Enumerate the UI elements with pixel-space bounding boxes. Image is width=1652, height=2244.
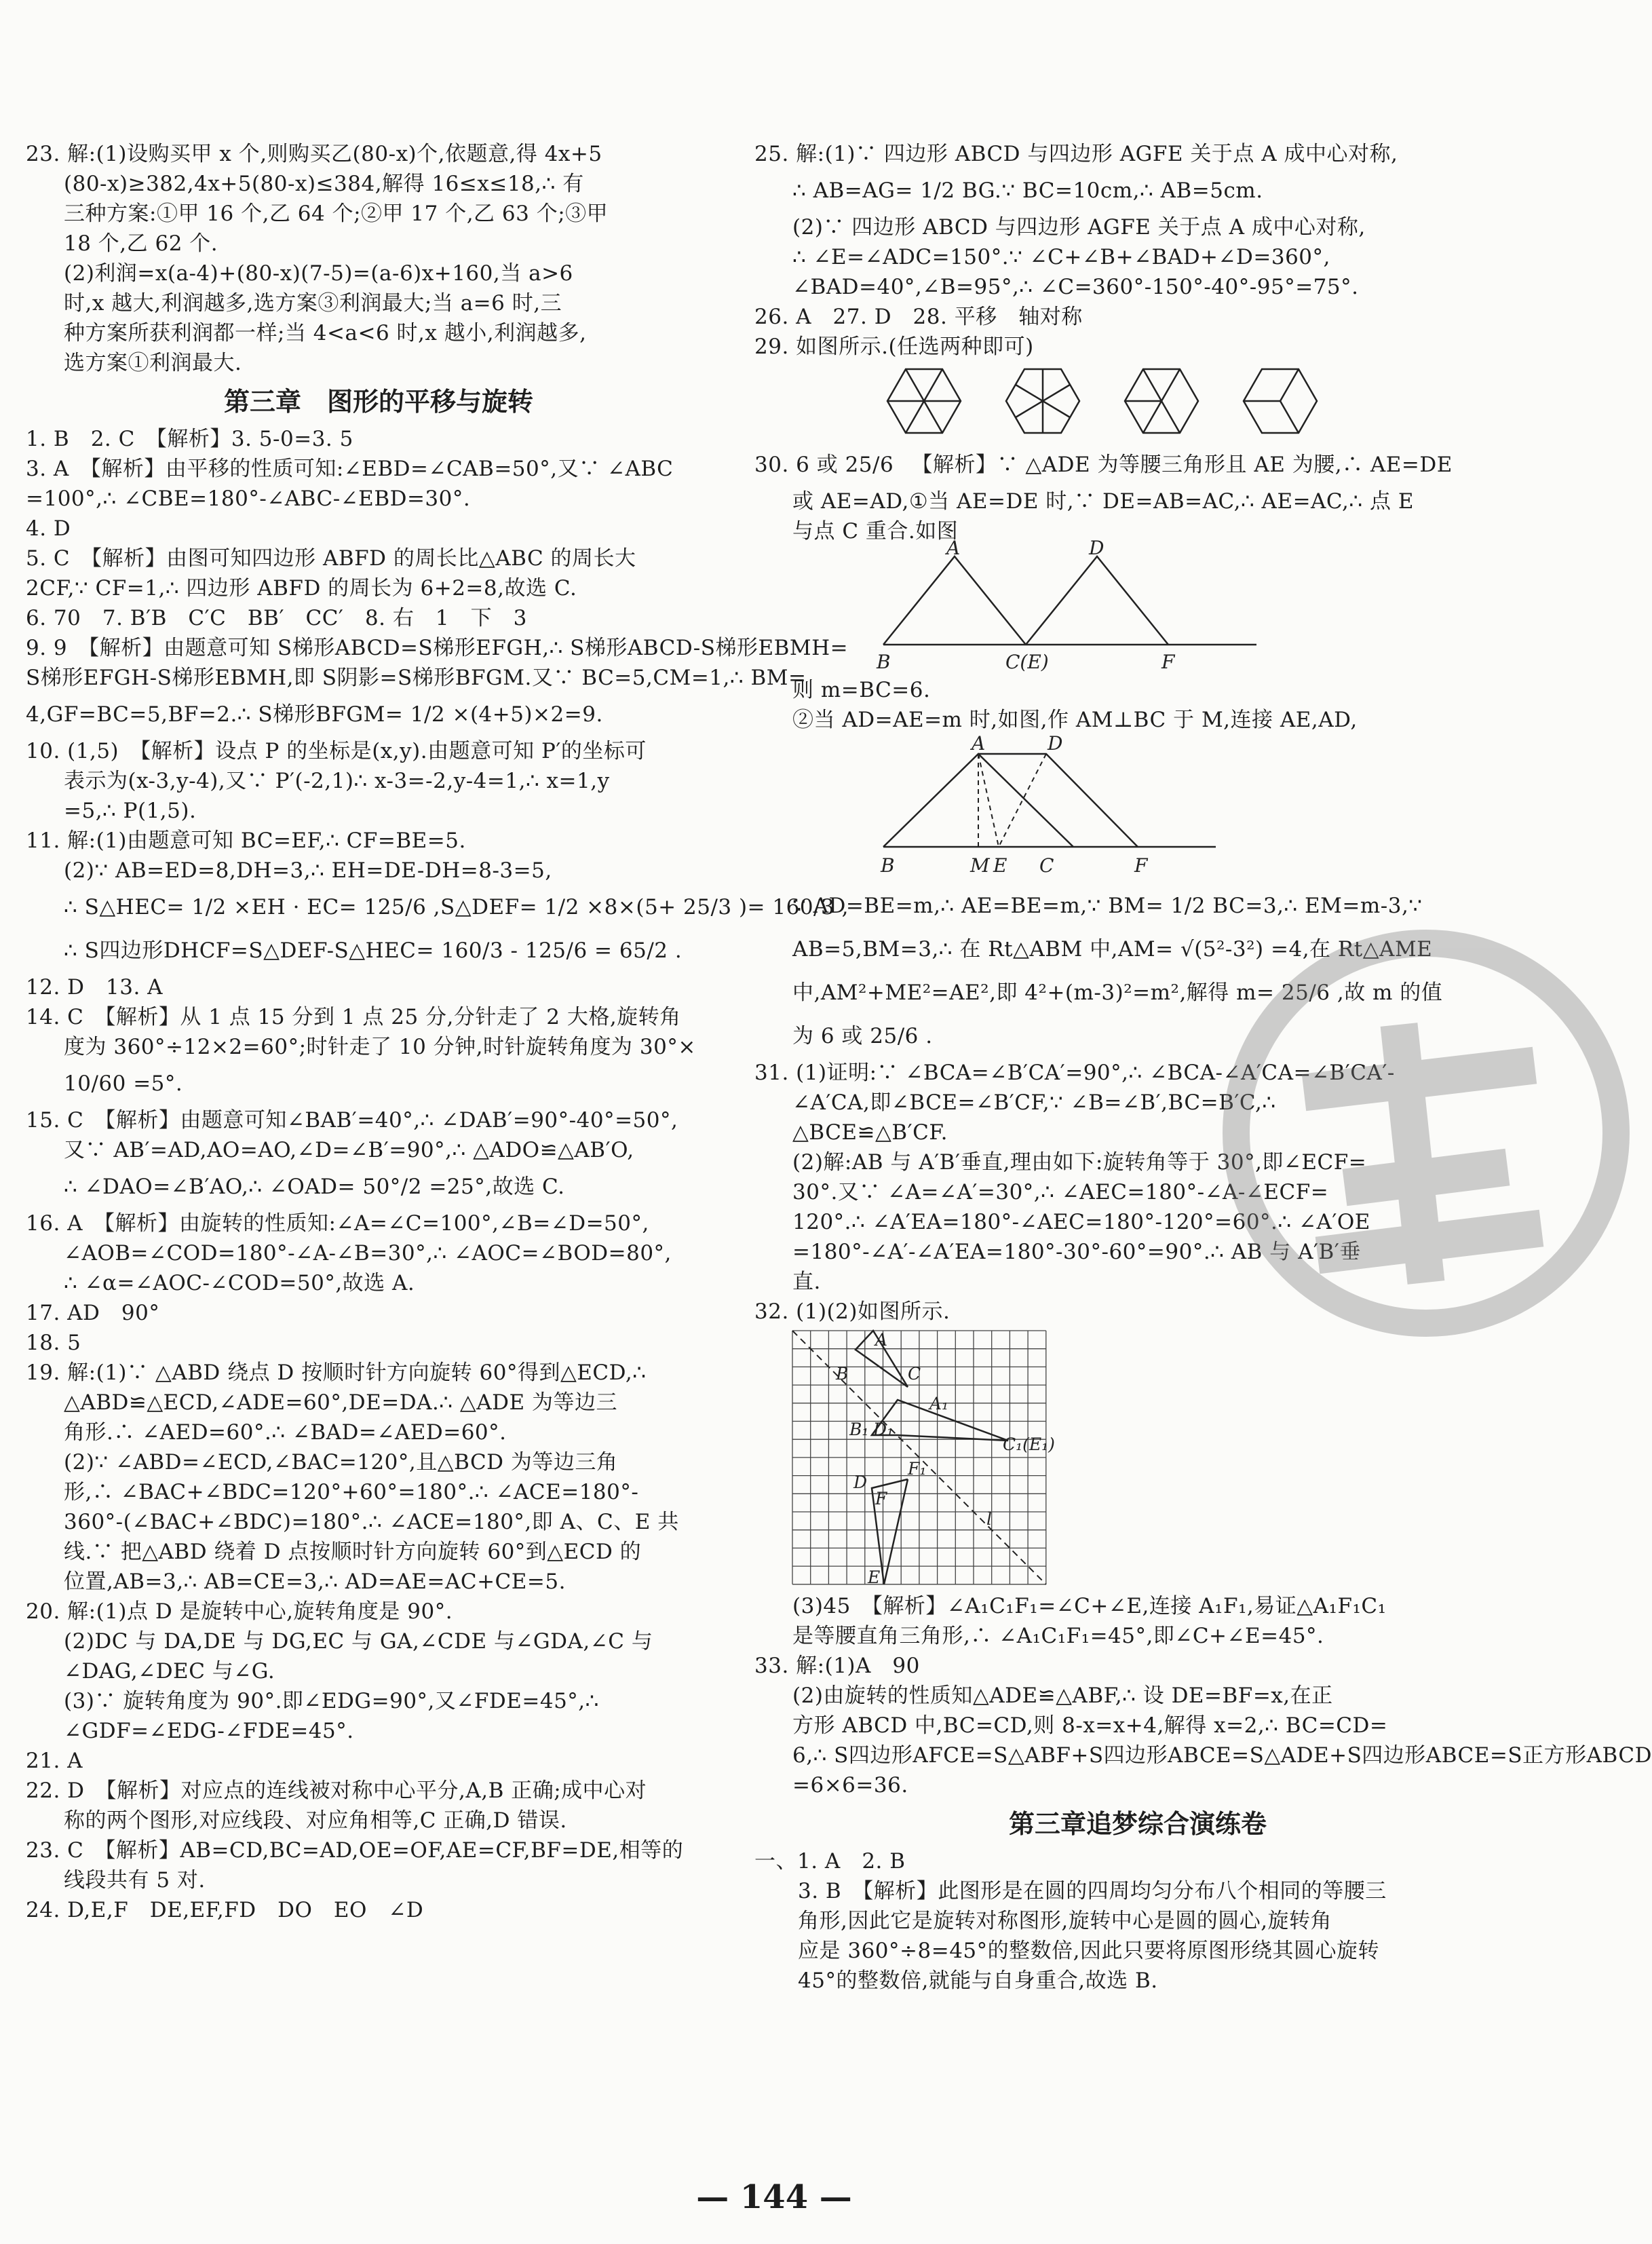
left_lines-line-55: 线段共有 5 对. xyxy=(64,1868,206,1893)
left_lines-line-53: 称的两个图形,对应线段、对应角相等,C 正确,D 错误. xyxy=(64,1808,567,1833)
grid-label-D: D xyxy=(853,1472,868,1492)
left_lines-line-33: 16. A 【解析】由旋转的性质知:∠A=∠C=100°,∠B=∠D=50°, xyxy=(26,1211,649,1236)
right_lines_d-line-8: 30°.又∵ ∠A=∠A′=30°,∴ ∠AEC=180°-∠A-∠ECF= xyxy=(792,1180,1329,1204)
left_lines-line-21: =5,∴ P(1,5). xyxy=(64,799,197,823)
left_lines-line-8: 第三章 图形的平移与旋转 xyxy=(223,387,533,417)
page-number: — 144 — xyxy=(696,2178,852,2216)
left_lines-line-6: 种方案所获利润都一样;当 4<a<6 时,x 越小,利润越多, xyxy=(64,321,587,345)
left_lines-line-24: ∴ S△HEC= 1/2 ×EH · EC= 125/6 ,S△DEF= 1/2 ×8×(5+ 25/3 )= 160/3 , xyxy=(64,895,849,919)
left_lines-line-43: 360°-(∠BAC+∠BDC)=180°.∴ ∠ACE=180°,即 A、C、E 共 xyxy=(64,1510,679,1534)
right_lines_e-line-12: 45°的整数倍,就能与自身重合,故选 B. xyxy=(798,1969,1158,1993)
left_lines-line-22: 11. 解:(1)由题意可知 BC=EF,∴ CF=BE=5. xyxy=(26,829,466,853)
right_lines_a-line-6: 29. 如图所示.(任选两种即可) xyxy=(754,335,1034,359)
left_lines-line-36: 17. AD 90° xyxy=(26,1301,160,1325)
left_lines-line-19: 10. (1,5) 【解析】设点 P 的坐标是(x,y).由题意可知 P′的坐标可 xyxy=(26,739,647,763)
fig1-label-A: A xyxy=(946,537,961,559)
right_lines_e-line-6: =6×6=36. xyxy=(792,1773,908,1798)
left_lines-line-41: (2)∵ ∠ABD=∠ECD,∠BAC=120°,且△BCD 为等边三角 xyxy=(64,1450,618,1475)
hexagon-figures xyxy=(883,362,1521,443)
right_lines_e-line-1: 是等腰直角三角形,∴ ∠A₁C₁F₁=45°,即∠C+∠E=45°. xyxy=(792,1624,1324,1648)
left_lines-line-5: 时,x 越大,利润越多,选方案③利润最大;当 a=6 时,三 xyxy=(64,291,562,316)
left_lines-line-18: 4,GF=BC=5,BF=2.∴ S梯形BFGM= 1/2 ×(4+5)×2=9. xyxy=(26,702,603,727)
triangle-svg-2 xyxy=(877,732,1284,884)
left_lines-line-14: 2CF,∵ CF=1,∴ 四边形 ABFD 的周长为 6+2=8,故选 C. xyxy=(26,576,577,601)
right_lines_d-line-12: 32. (1)(2)如图所示. xyxy=(754,1299,950,1324)
left_lines-line-39: △ABD≌△ECD,∠ADE=60°,DE=DA.∴ △ADE 为等边三 xyxy=(64,1390,617,1415)
right_lines_c-line-0: 则 m=BC=6. xyxy=(792,678,931,702)
right_lines_c-line-1: ②当 AD=AE=m 时,如图,作 AM⊥BC 于 M,连接 AE,AD, xyxy=(792,708,1358,732)
right_lines_e-line-4: 方形 ABCD 中,BC=CD,则 8-x=x+4,解得 x=2,∴ BC=CD= xyxy=(792,1713,1388,1738)
right_lines_d-line-7: (2)解:AB 与 A′B′垂直,理由如下:旋转角等于 30°,即∠ECF= xyxy=(792,1150,1367,1175)
grid-label-C: C xyxy=(908,1364,921,1384)
right_lines_a-line-5: 26. A 27. D 28. 平移 轴对称 xyxy=(754,305,1083,329)
left_lines-line-52: 22. D 【解析】对应点的连线被对称中心平分,A,B 正确;成中心对 xyxy=(26,1779,647,1803)
fig2-label-F: F xyxy=(1134,854,1148,877)
left_lines-line-38: 19. 解:(1)∵ △ABD 绕点 D 按顺时针方向旋转 60°得到△ECD,∴ xyxy=(26,1361,647,1385)
grid-label-A1: A₁ xyxy=(929,1394,949,1413)
fig2-label-B: B xyxy=(881,854,895,877)
right_lines_e-line-3: (2)由旋转的性质知△ADE≌△ABF,∴ 设 DE=BF=x,在正 xyxy=(792,1684,1333,1708)
right_lines_a-line-2: (2)∵ 四边形 ABCD 与四边形 AGFE 关于点 A 成中心对称, xyxy=(792,215,1366,240)
left_lines-line-30: 15. C 【解析】由题意可知∠BAB′=40°,∴ ∠DAB′=90°-40°=50°, xyxy=(26,1108,678,1133)
right_lines_e-line-0: (3)45 【解析】∠A₁C₁F₁=∠C+∠E,连接 A₁F₁,易证△A₁F₁C₁ xyxy=(792,1594,1387,1618)
left_lines-line-34: ∠AOB=∠COD=180°-∠A-∠B=30°,∴ ∠AOC=∠BOD=80°, xyxy=(64,1241,672,1266)
left_lines-line-45: 位置,AB=3,∴ AB=CE=3,∴ AD=AE=AC+CE=5. xyxy=(64,1570,566,1594)
fig2-label-M: M xyxy=(970,854,990,877)
fig2-label-A: A xyxy=(972,732,986,755)
left_lines-line-25: ∴ S四边形DHCF=S△DEF-S△HEC= 160/3 - 125/6 = 65/2 . xyxy=(64,938,683,963)
right_lines_d-line-3: 为 6 或 25/6 . xyxy=(792,1024,933,1048)
left_lines-line-26: 12. D 13. A xyxy=(26,975,164,1000)
right_lines_e-line-8: 一、1. A 2. B xyxy=(754,1849,906,1874)
grid-label-B1: B₁ xyxy=(849,1420,869,1439)
right_lines_b-line-0: 30. 6 或 25/6 【解析】∵ △ADE 为等腰三角形且 AE 为腰,∴ AE=DE xyxy=(754,453,1453,477)
left_lines-line-23: (2)∵ AB=ED=8,DH=3,∴ EH=DE-DH=8-3=5, xyxy=(64,858,552,883)
left_lines-line-31: 又∵ AB′=AD,AO=AO,∠D=∠B′=90°,∴ △ADO≌△AB′O, xyxy=(64,1138,634,1162)
right_lines_d-line-6: △BCE≌△B′CF. xyxy=(792,1120,948,1145)
grid-svg xyxy=(788,1327,1073,1588)
grid-label-C1E1: C₁(E₁) xyxy=(1003,1434,1055,1454)
left_lines-line-27: 14. C 【解析】从 1 点 15 分到 1 点 25 分,分针走了 2 大格,旋转角 xyxy=(26,1005,681,1029)
left_lines-line-16: 9. 9 【解析】由题意可知 S梯形ABCD=S梯形EFGH,∴ S梯形ABCD-S梯形EBMH= xyxy=(26,636,849,660)
left_lines-line-29: 10/60 =5°. xyxy=(64,1071,183,1096)
right_lines_b-line-1: 或 AE=AD,①当 AE=DE 时,∵ DE=AB=AC,∴ AE=AC,∴ 点 E xyxy=(792,489,1414,514)
right_lines_d-line-1: AB=5,BM=3,∴ 在 Rt△ABM 中,AM= √(5²-3²) =4,在 Rt△AME xyxy=(792,937,1433,962)
right_lines_d-line-10: =180°-∠A′-∠A′EA=180°-30°-60°=90°.∴ AB 与 A′B′垂 xyxy=(792,1240,1361,1264)
left_lines-line-10: 3. A 【解析】由平移的性质可知:∠EBD=∠CAB=50°,又∵ ∠ABC xyxy=(26,457,674,481)
triangle-figure-1 xyxy=(877,537,1521,675)
left_lines-line-11: =100°,∴ ∠CBE=180°-∠ABC-∠EBD=30°. xyxy=(26,487,471,511)
right_lines_a-line-4: ∠BAD=40°,∠B=95°,∴ ∠C=360°-150°-40°-95°=75°. xyxy=(792,275,1359,299)
left_lines-line-35: ∴ ∠α=∠AOC-∠COD=50°,故选 A. xyxy=(64,1271,415,1295)
left_lines-line-54: 23. C 【解析】AB=CD,BC=AD,OE=OF,AE=CF,BF=DE,相等的 xyxy=(26,1838,684,1863)
right_lines_e-line-7: 第三章追梦综合演练卷 xyxy=(1008,1809,1267,1839)
fig1-label-D: D xyxy=(1089,537,1104,559)
grid-label-B: B xyxy=(836,1364,849,1384)
triangle-figure-2 xyxy=(877,732,1521,884)
grid-label-D1: D₁ xyxy=(873,1420,894,1439)
right_lines_a-line-3: ∴ ∠E=∠ADC=150°.∵ ∠C+∠B+∠BAD+∠D=360°, xyxy=(792,245,1330,269)
right_lines_a-line-1: ∴ AB=AG= 1/2 BG.∵ BC=10cm,∴ AB=5cm. xyxy=(792,178,1263,203)
left_lines-line-42: 形,∴ ∠BAC+∠BDC=120°+60°=180°.∴ ∠ACE=180°- xyxy=(64,1480,639,1504)
grid-label-l: l xyxy=(986,1509,992,1529)
left_lines-line-20: 表示为(x-3,y-4),又∵ P′(-2,1)∴ x-3=-2,y-4=1,∴ x=1,y xyxy=(64,769,610,793)
right_lines_d-line-0: ∵ AD=BE=m,∴ AE=BE=m,∵ BM= 1/2 BC=3,∴ EM=m-3,∵ xyxy=(792,894,1423,918)
grid-label-F1: F₁ xyxy=(908,1459,927,1479)
left_lines-line-13: 5. C 【解析】由图可知四边形 ABFD 的周长比△ABC 的周长大 xyxy=(26,546,636,571)
left_lines-line-37: 18. 5 xyxy=(26,1331,81,1355)
watermark-stamp xyxy=(1223,875,1575,1364)
answers-32-33-and-test xyxy=(754,1591,1652,1996)
left_lines-line-49: (3)∵ 旋转角度为 90°.即∠EDG=90°,又∠FDE=45°,∴ xyxy=(64,1689,599,1713)
hexagon-svg xyxy=(883,362,1358,443)
right_lines_d-line-5: ∠A′CA,即∠BCE=∠B′CF,∵ ∠B=∠B′,BC=B′C,∴ xyxy=(792,1090,1276,1115)
left_lines-line-40: 角形.∴ ∠AED=60°.∴ ∠BAD=∠AED=60°. xyxy=(64,1420,507,1445)
left_lines-line-28: 度为 360°÷12×2=60°;时针走了 10 分钟,时针旋转角度为 30°× xyxy=(64,1035,696,1059)
right_lines_e-line-5: 6,∴ S四边形AFCE=S△ABF+S四边形ABCE=S△ADE+S四边形ABCE=S正方形ABCD xyxy=(792,1743,1652,1768)
left_lines-line-17: S梯形EFGH-S梯形EBMH,即 S阴影=S梯形BFGM.又∵ BC=5,CM=1,∴ BM= xyxy=(26,666,807,690)
triangle-svg-1 xyxy=(877,537,1284,675)
right_lines_d-line-2: 中,AM²+ME²=AE²,即 4²+(m-3)²=m²,解得 m= 25/6 ,故 m 的值 xyxy=(792,981,1443,1005)
right_lines_e-line-2: 33. 解:(1)A 90 xyxy=(754,1654,920,1678)
answer-30-part2 xyxy=(754,675,1521,735)
left_lines-line-12: 4. D xyxy=(26,516,71,541)
answers-25-29 xyxy=(754,139,1521,362)
left_lines-line-47: (2)DC 与 DA,DE 与 DG,EC 与 GA,∠CDE 与∠GDA,∠C 与 xyxy=(64,1629,653,1654)
left_lines-line-51: 21. A xyxy=(26,1749,83,1773)
left_lines-line-32: ∴ ∠DAO=∠B′AO,∴ ∠OAD= 50°/2 =25°,故选 C. xyxy=(64,1175,565,1199)
left_lines-line-50: ∠GDF=∠EDG-∠FDE=45°. xyxy=(64,1719,354,1743)
left_lines-line-9: 1. B 2. C 【解析】3. 5-0=3. 5 xyxy=(26,427,353,451)
grid-label-F: F xyxy=(875,1489,887,1508)
right_lines_d-line-11: 直. xyxy=(792,1270,821,1294)
right_lines_e-line-11: 应是 360°÷8=45°的整数倍,因此只要将原图形绕其圆心旋转 xyxy=(798,1939,1379,1963)
right_lines_a-line-0: 25. 解:(1)∵ 四边形 ABCD 与四边形 AGFE 关于点 A 成中心对称, xyxy=(754,142,1398,166)
left_lines-line-0: 23. 解:(1)设购买甲 x 个,则购买乙(80-x)个,依题意,得 4x+5 xyxy=(26,142,602,166)
left_lines-line-2: 三种方案:①甲 16 个,乙 64 个;②甲 17 个,乙 63 个;③甲 xyxy=(64,202,609,226)
grid-label-E: E xyxy=(868,1567,881,1587)
grid-label-A: A xyxy=(875,1330,888,1350)
left_lines-line-15: 6. 70 7. B′B C′C BB′ CC′ 8. 右 1 下 3 xyxy=(26,606,527,630)
answer-30-part1 xyxy=(754,443,1521,546)
right_lines_b-line-2: 与点 C 重合.如图 xyxy=(792,519,959,544)
fig1-label-CE: C(E) xyxy=(1005,651,1049,673)
left_lines-line-48: ∠DAG,∠DEC 与∠G. xyxy=(64,1659,275,1684)
left_lines-line-1: (80-x)≥382,4x+5(80-x)≤384,解得 16≤x≤18,∴ 有 xyxy=(64,172,584,196)
right_lines_e-line-10: 角形,因此它是旋转对称图形,旋转中心是圆的圆心,旋转角 xyxy=(798,1909,1332,1933)
grid-figure xyxy=(788,1327,1521,1591)
fig1-label-F: F xyxy=(1161,651,1175,673)
fig2-label-C: C xyxy=(1039,854,1054,877)
fig2-label-E: E xyxy=(993,854,1007,877)
left_lines-line-46: 20. 解:(1)点 D 是旋转中心,旋转角度是 90°. xyxy=(26,1599,453,1624)
left_lines-line-7: 选方案①利润最大. xyxy=(64,351,242,375)
fig1-label-B: B xyxy=(877,651,891,673)
right_lines_d-line-4: 31. (1)证明:∵ ∠BCA=∠B′CA′=90°,∴ ∠BCA-∠A′CA=∠B′CA′- xyxy=(754,1061,1395,1085)
fig2-label-D: D xyxy=(1048,732,1063,755)
right_lines_e-line-9: 3. B 【解析】此图形是在圆的四周均匀分布八个相同的等腰三 xyxy=(798,1879,1387,1903)
left_lines-line-3: 18 个,乙 62 个. xyxy=(64,231,218,256)
left_lines-line-44: 线.∵ 把△ABD 绕着 D 点按顺时针方向旋转 60°到△ECD 的 xyxy=(64,1540,642,1564)
right_lines_d-line-9: 120°.∴ ∠A′EA=180°-∠AEC=180°-120°=60°.∴ ∠A′OE xyxy=(792,1210,1370,1234)
left_lines-line-4: (2)利润=x(a-4)+(80-x)(7-5)=(a-6)x+160,当 a>6 xyxy=(64,261,573,286)
left_lines-line-56: 24. D,E,F DE,EF,FD DO EO ∠D xyxy=(26,1898,424,1922)
